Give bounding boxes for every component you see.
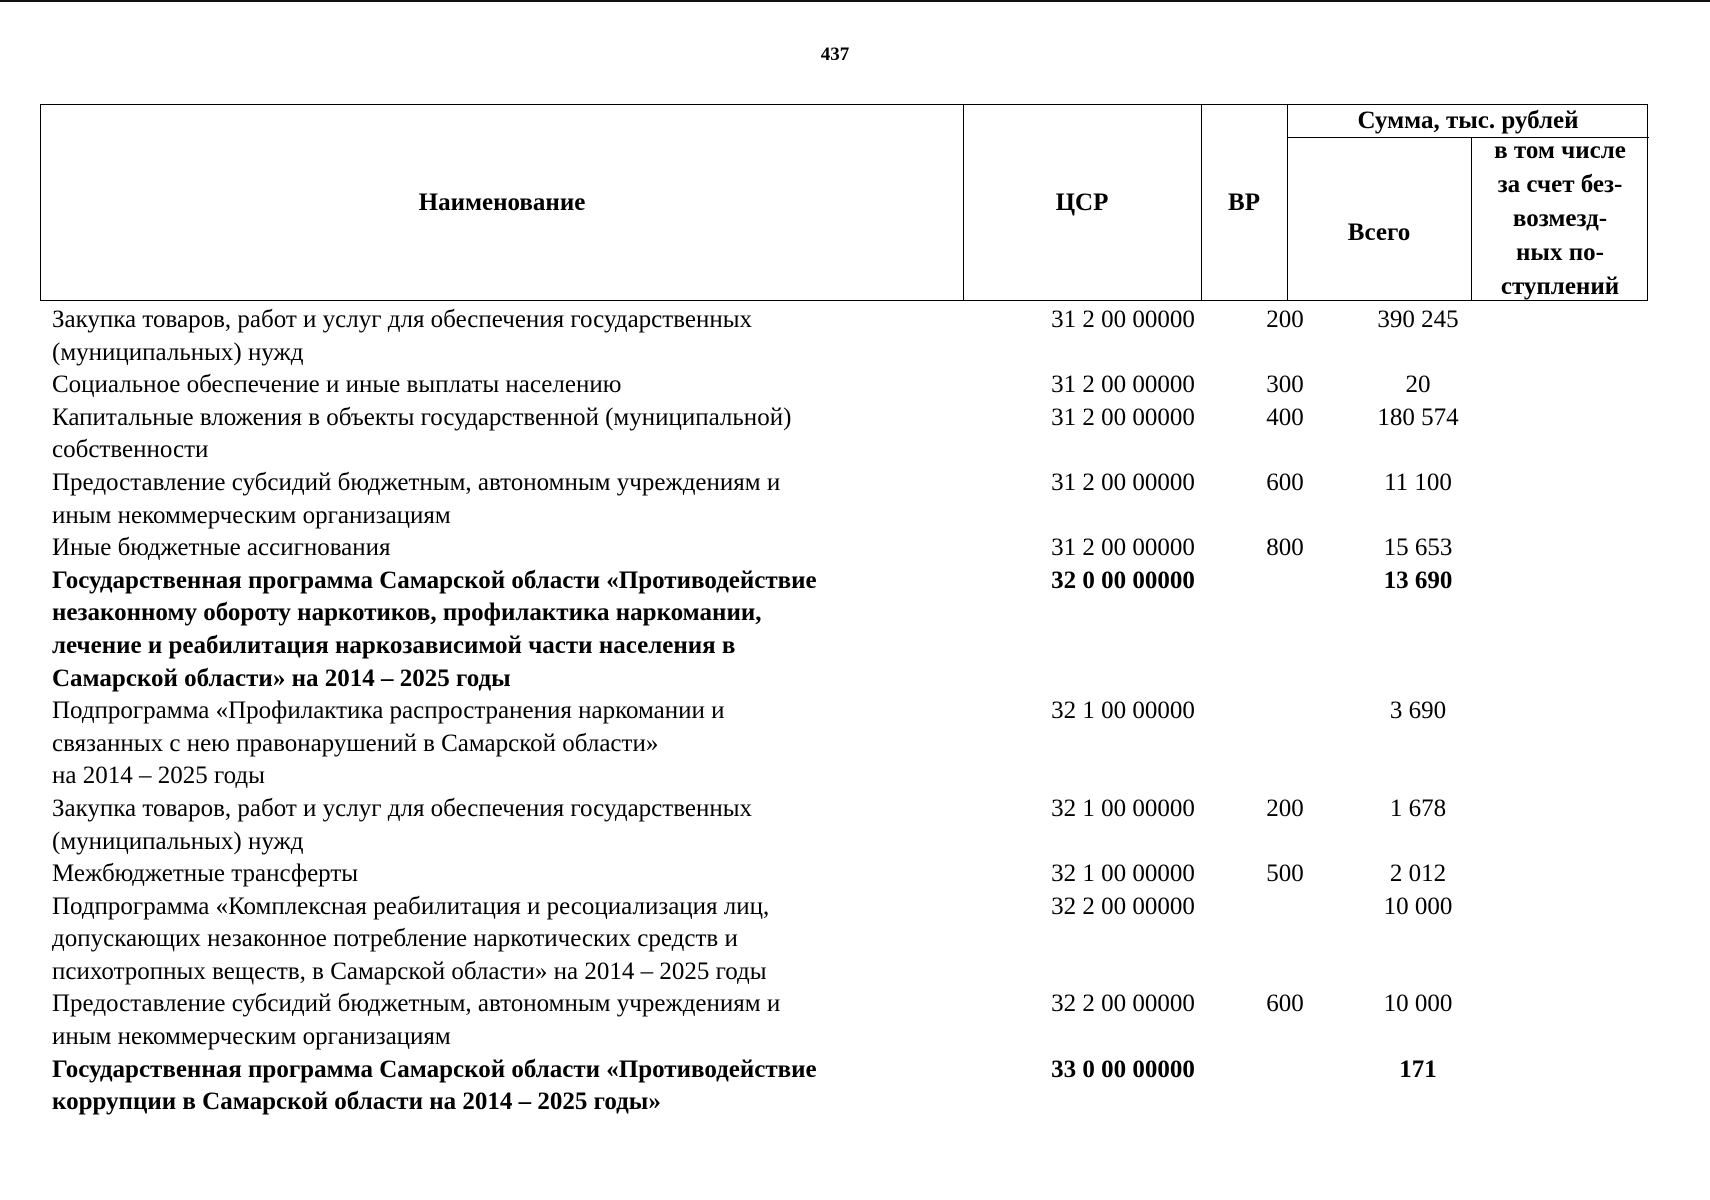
row-csr: 32 1 00 00000 bbox=[1051, 794, 1195, 822]
row-csr: 31 2 00 00000 bbox=[1051, 534, 1195, 562]
row-total: 3 690 bbox=[1389, 697, 1447, 725]
header-name: Наименование bbox=[418, 188, 586, 216]
table-row bbox=[40, 402, 1648, 467]
table-row bbox=[40, 369, 1648, 402]
row-csr: 33 0 00 00000 bbox=[1051, 1055, 1195, 1083]
row-total: 20 bbox=[1405, 371, 1431, 399]
header-vr: ВР bbox=[1228, 188, 1260, 216]
table-header bbox=[40, 104, 1648, 301]
row-csr: 31 2 00 00000 bbox=[1051, 371, 1195, 399]
row-vr: 600 bbox=[1266, 990, 1304, 1018]
table-row bbox=[40, 858, 1648, 891]
top-rule bbox=[0, 0, 1710, 2]
row-vr: 200 bbox=[1266, 794, 1304, 822]
table-row bbox=[40, 467, 1648, 532]
row-vr: 600 bbox=[1266, 468, 1304, 496]
row-vr: 500 bbox=[1266, 860, 1304, 888]
table-row bbox=[40, 988, 1648, 1053]
table-row bbox=[40, 695, 1648, 793]
row-total: 1 678 bbox=[1389, 794, 1447, 822]
table-row bbox=[40, 304, 1648, 369]
row-vr: 400 bbox=[1266, 403, 1304, 431]
row-vr: 300 bbox=[1266, 371, 1304, 399]
table-body bbox=[40, 304, 1648, 1119]
row-total: 10 000 bbox=[1383, 990, 1453, 1018]
row-csr: 32 2 00 00000 bbox=[1051, 990, 1195, 1018]
row-name: Государственная программа Самарской области «Противодействие незаконному обороту наркотиков, профилактика наркомании, лечение и реабилитация наркозависимой части населения в Самарской области» на 2014 – 2025 годы bbox=[52, 566, 817, 692]
row-csr: 32 0 00 00000 bbox=[1051, 566, 1195, 594]
row-total: 171 bbox=[1399, 1055, 1437, 1083]
row-name: Предоставление субсидий бюджетным, автономным учреждениям и иным некоммерческим организациям bbox=[52, 990, 781, 1051]
row-name: Подпрограмма «Профилактика распространения наркомании и связанных с нею правонарушений в Самарской области» на 2014 – 2025 годы bbox=[52, 697, 725, 790]
row-csr: 31 2 00 00000 bbox=[1051, 306, 1195, 333]
row-total: 390 245 bbox=[1377, 306, 1459, 333]
page-number: 437 bbox=[820, 44, 850, 65]
row-total: 11 100 bbox=[1384, 468, 1452, 496]
row-csr: 32 2 00 00000 bbox=[1051, 892, 1195, 920]
table-row bbox=[40, 1054, 1648, 1119]
row-name: Межбюджетные трансферты bbox=[52, 860, 359, 888]
row-vr: 800 bbox=[1266, 534, 1304, 562]
row-name: Иные бюджетные ассигнования bbox=[52, 534, 391, 562]
row-csr: 32 1 00 00000 bbox=[1051, 697, 1195, 725]
row-total: 10 000 bbox=[1383, 892, 1453, 920]
row-name: Закупка товаров, работ и услуг для обеспечения государственных (муниципальных) нужд bbox=[52, 794, 753, 855]
row-total: 180 574 bbox=[1377, 403, 1459, 431]
row-csr: 31 2 00 00000 bbox=[1051, 468, 1195, 496]
row-total: 13 690 bbox=[1383, 566, 1453, 594]
row-name: Социальное обеспечение и иные выплаты населению bbox=[52, 371, 622, 399]
table-row bbox=[40, 532, 1648, 565]
row-name: Подпрограмма «Комплексная реабилитация и ресоциализация лиц, допускающих незаконное потребление наркотических средств и психотропных веществ, в Самарской области» на 2014 – 2025 годы bbox=[52, 892, 770, 985]
row-vr: 200 bbox=[1266, 306, 1304, 333]
row-name: Капитальные вложения в объекты государственной (муниципальной) собственности bbox=[52, 403, 792, 464]
table-row bbox=[40, 793, 1648, 858]
header-sum: Сумма, тыс. рублей bbox=[1357, 107, 1579, 134]
row-csr: 32 1 00 00000 bbox=[1051, 860, 1195, 888]
table-row bbox=[40, 565, 1648, 695]
row-name: Закупка товаров, работ и услуг для обеспечения государственных (муниципальных) нужд bbox=[52, 306, 753, 366]
row-name: Государственная программа Самарской области «Противодействие коррупции в Самарской области на 2014 – 2025 годы» bbox=[52, 1055, 817, 1116]
header-including: в том числе за счет без- возмезд- ных по- ступлений bbox=[1494, 136, 1626, 300]
header-csr: ЦСР bbox=[1055, 188, 1109, 216]
table-row bbox=[40, 891, 1648, 989]
header-total: Всего bbox=[1347, 218, 1411, 246]
row-csr: 31 2 00 00000 bbox=[1051, 403, 1195, 431]
row-total: 2 012 bbox=[1389, 860, 1447, 888]
row-name: Предоставление субсидий бюджетным, автономным учреждениям и иным некоммерческим организациям bbox=[52, 468, 781, 529]
row-total: 15 653 bbox=[1383, 534, 1453, 562]
